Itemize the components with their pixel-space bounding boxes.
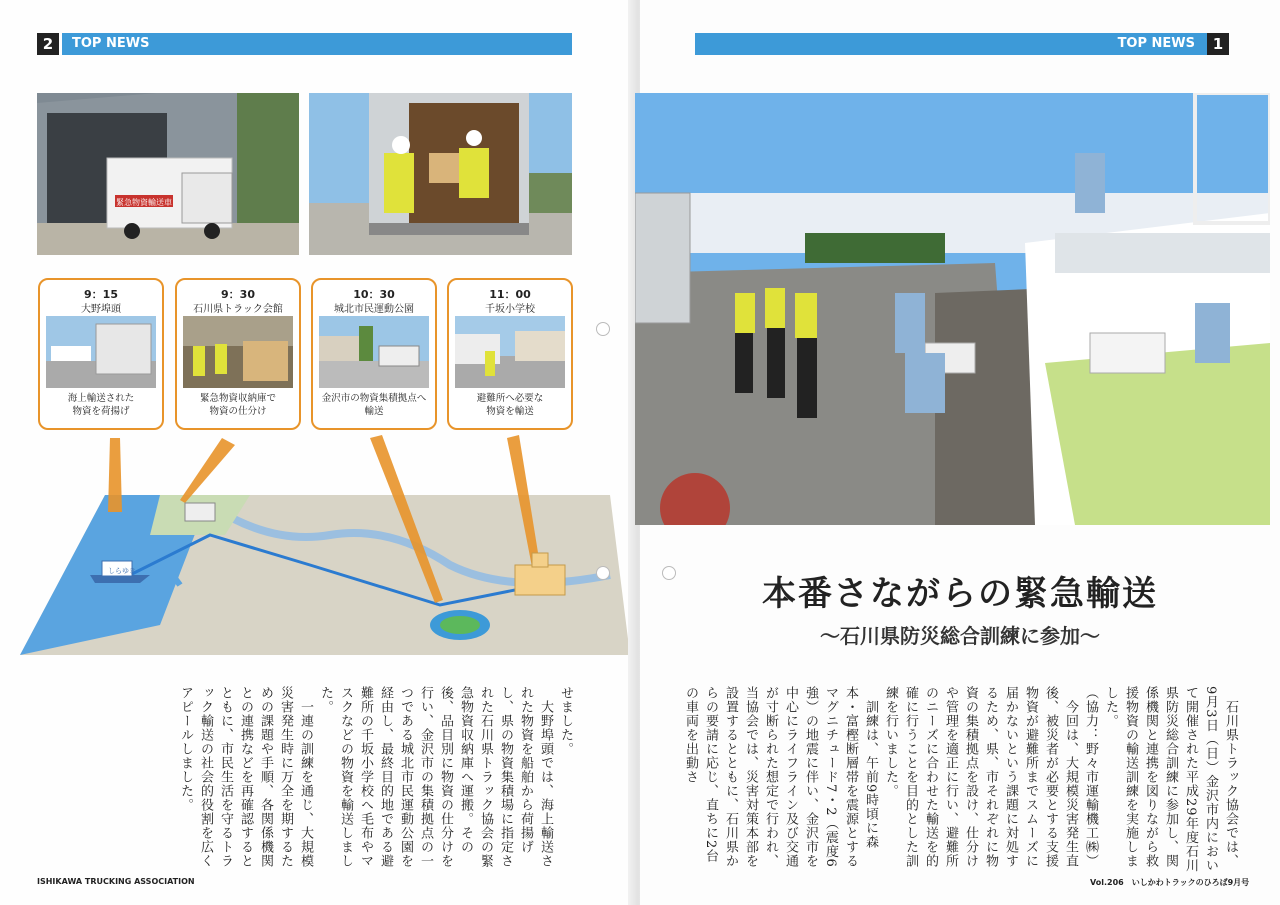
- left-body-text: せました。 大野埠頭では、海上輸送された物資を船舶から荷揚げし、県の物資集積場に指定された石川県トラック協会の緊急物資収納庫へ運搬。その後、品目別に物資の仕分けを行い、金沢市の集積拠点の一つである城北市民運動公園を経由し、最終目的地である避難所の千坂小学校へ毛布やマスクなどの物資を輸送しました。 一連の訓練を通じ、大規模災害発生時に万全を期するための課題や手順、各関係機関との連携などを再確認するとともに、市民生活を守るトラック輸送の社会的役割を広くアピールしました。: [178, 686, 573, 868]
- thumb-park: [319, 316, 429, 388]
- subheadline: 〜石川県防災総合訓練に参加〜: [820, 624, 1100, 648]
- timeline-place: 石川県トラック会館: [193, 304, 283, 315]
- timeline-time: 9：30: [221, 288, 255, 301]
- thumb-pier: [46, 316, 156, 388]
- page-number-right: 1: [1207, 33, 1229, 55]
- right-body-text: 石川県トラック協会では、9月3日（日）金沢市内において開催された平成29年度石川県防災総合訓練に参加し、関係機関と連携を図りながら救援物資の輸送訓練を実施しました。 （協力：野々市運輸機工㈱） 今回は、大規模災害発生直後、被災者が必要とする支援物資が避難所までスムーズに届かないという課題に対処するため、県、市それぞれに物資の集積拠点を設け、仕分けや管理を適正に行い、避難所のニーズに合わせた輸送を的確に行うことを目的とした訓練を行いました。 訓練は、午前9時頃に森本・富樫断層帯を震源とするマグニチュード7・2（震度6強）の地震に伴い、金沢市を中心にライフライン及び交通が寸断られた想定で行われ、当協会では、災害対策本部を設置するとともに、石川県からの要請に応じ、直ちに2台の車両を出動さ: [683, 686, 1238, 873]
- headline: 本番さながらの緊急輸送: [762, 574, 1158, 614]
- main-photo-pier-unloading: [635, 93, 1270, 525]
- binder-hole: [662, 566, 676, 580]
- thumb-sorting: [183, 316, 293, 388]
- timeline-time: 11：00: [489, 288, 531, 301]
- section-label-right: TOP NEWS: [695, 33, 1207, 55]
- timeline-card-3: [311, 278, 437, 430]
- timeline-time: 10：30: [353, 288, 395, 301]
- timeline-card-2: [175, 278, 301, 430]
- truck-sign-text: 緊急物資輸送車: [116, 198, 172, 207]
- section-label-left: TOP NEWS: [62, 33, 572, 55]
- timeline-place: 城北市民運動公園: [334, 304, 414, 315]
- binder-hole: [596, 566, 610, 580]
- timeline-time: 9：15: [84, 288, 118, 301]
- timeline-place: 大野埠頭: [81, 304, 121, 315]
- page-number-left: 2: [37, 33, 59, 55]
- ship-label: しらゆき: [108, 567, 136, 575]
- photo-loading-truck: [309, 93, 572, 255]
- footer-left: ISHIKAWA TRUCKING ASSOCIATION: [37, 877, 195, 886]
- timeline-caption: 緊急物資収納庫で 物資の仕分け: [199, 393, 276, 417]
- footer-right: Vol.206 いしかわトラックのひろば9月号: [1090, 878, 1250, 887]
- route-map: [10, 425, 630, 660]
- timeline-caption: 避難所へ必要な 物資を輸送: [476, 393, 544, 417]
- timeline-card-4: [447, 278, 573, 430]
- timeline-place: 千坂小学校: [485, 304, 535, 315]
- thumb-school: [455, 316, 565, 388]
- timeline-card-1: [38, 278, 164, 430]
- binder-hole: [596, 322, 610, 336]
- timeline-caption: 海上輸送された 物資を荷揚げ: [67, 393, 135, 417]
- timeline-caption: 金沢市の物資集積拠点へ 輸送: [321, 393, 427, 417]
- right-page: [640, 0, 1280, 905]
- photo-truck-warehouse: [37, 93, 299, 255]
